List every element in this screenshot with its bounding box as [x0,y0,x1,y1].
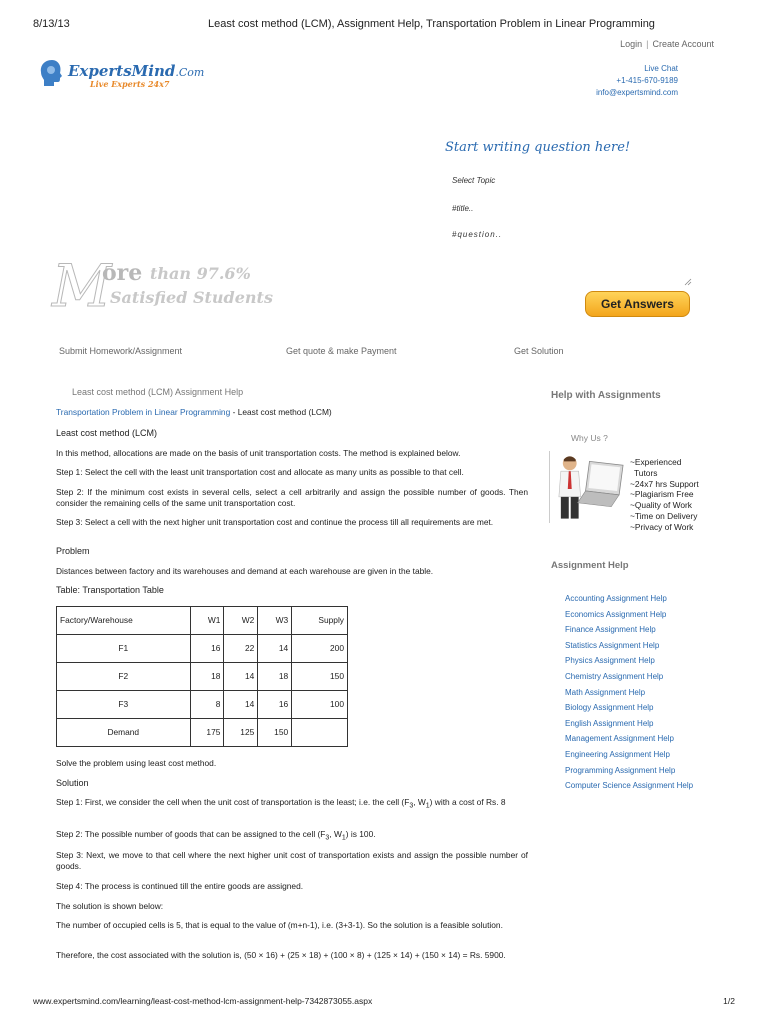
sol1-part-c: ) with a cost of Rs. 8 [429,797,506,807]
banner-big-letter: M [52,252,112,320]
article-link-line [56,407,528,418]
sol2-sub-f: 3 [325,834,330,842]
nav-get-quote[interactable]: Get quote & make Payment [286,346,397,356]
link-statistics[interactable]: Statistics Assignment Help [565,640,660,650]
link-physics[interactable]: Physics Assignment Help [565,656,655,666]
sol2-part-b: , W [329,829,342,839]
nav-submit-homework[interactable]: Submit Homework/Assignment [59,346,183,356]
sol1-part-a: Step 1: First, we consider the cell when the unit cost of transportation is the least; i.e. the cell (F [56,797,410,807]
print-page-number: 1/2 [723,996,735,1006]
logo-brand [68,62,204,80]
step-2-text: Step 2: If the minimum cost exists in several cells, select a cell arbitrarily and assign the possible number of goods. Then consider the remaining cells of the same unit transportation cost. [56,487,528,508]
print-header [33,18,735,32]
why-item: ~Privacy of Work [630,521,694,532]
logo-tagline: Live Experts 24x7 [90,79,170,89]
table-header-cell: W3 [258,607,292,635]
transportation-table [56,606,348,747]
nav-get-solution[interactable]: Get Solution [514,346,564,356]
table-cell: 16 [190,635,224,663]
solution-step-3: Step 3: Next, we move to that cell where the next higher unit cost of transportation exists and assign the possible number of goods. [56,850,528,871]
table-row [57,691,348,719]
sol2-part-a: Step 2: The possible number of goods that can be assigned to the cell (F [56,829,326,839]
resize-handle-icon[interactable] [684,278,692,286]
banner-percent: than 97.6% [150,264,251,283]
solution-step-4: Step 4: The process is continued till the entire goods are assigned. [56,881,304,891]
help-with-assignments-title: Help with Assignments [551,390,661,401]
table-cell: 125 [224,719,258,747]
sol2-sub-w: 1 [341,834,346,842]
account-links [620,39,714,49]
login-link[interactable]: Login [620,39,643,49]
why-us-list [630,457,699,533]
table-header-row [57,607,348,635]
tutor-laptop-image [549,451,627,523]
why-item: ~Quality of Work [630,500,692,511]
table-cell: 14 [258,635,292,663]
table-cell: 14 [224,663,258,691]
question-textarea[interactable]: #question.. [452,230,503,239]
head-logo-icon [38,58,66,88]
link-engineering[interactable]: Engineering Assignment Help [565,749,670,759]
sol1-sub-w: 1 [425,802,430,810]
table-caption: Table: Transportation Table [56,585,164,595]
link-computer-science[interactable]: Computer Science Assignment Help [565,781,694,791]
table-cell: 200 [292,635,348,663]
why-item: ~Plagiarism Free [630,489,694,500]
print-footer [33,996,735,1006]
breadcrumb: Least cost method (LCM) Assignment Help [72,387,244,397]
table-cell: F1 [57,635,191,663]
print-title: Least cost method (LCM), Assignment Help, Transportation Problem in Linear Programming [208,18,655,30]
table-row [57,719,348,747]
link-chemistry[interactable]: Chemistry Assignment Help [565,671,664,681]
solution-step-2 [56,829,528,844]
link-separator: | [646,39,649,49]
link-economics[interactable]: Economics Assignment Help [565,609,667,619]
table-row [57,635,348,663]
table-cell: 100 [292,691,348,719]
satisfaction-banner [52,252,292,320]
table-cell: 8 [190,691,224,719]
sol1-sub-f: 3 [409,802,414,810]
assignment-help-title: Assignment Help [551,560,629,571]
why-item: Tutors [634,467,658,478]
problem-heading: Problem [56,546,90,556]
problem-text: Distances between factory and its warehouses and demand at each warehouse are given in the table. [56,566,434,576]
solution-step-1 [56,797,528,812]
table-row [57,663,348,691]
logo-brand-name: ExpertsMind [68,62,176,80]
why-item: ~24x7 hrs Support [630,478,699,489]
solution-heading: Solution [56,778,89,788]
create-account-link[interactable]: Create Account [652,39,714,49]
table-header-cell: Factory/Warehouse [57,607,191,635]
site-logo[interactable] [38,58,208,94]
logo-com: .Com [175,66,205,79]
table-cell: 22 [224,635,258,663]
link-finance[interactable]: Finance Assignment Help [565,625,656,635]
table-header-cell: W2 [224,607,258,635]
sol1-part-b: , W [413,797,426,807]
article-heading: Least cost method (LCM) [56,428,158,438]
table-cell: Demand [57,719,191,747]
table-cell: F3 [57,691,191,719]
phone-number: +1-415-670-9189 [616,76,678,85]
table-cell: 18 [258,663,292,691]
step-1-text: Step 1: Select the cell with the least unit transportation cost and allocate as many units as possible to that cell. [56,467,464,477]
link-suffix: - Least cost method (LCM) [230,407,332,417]
link-math[interactable]: Math Assignment Help [565,687,646,697]
get-answers-button[interactable]: Get Answers [585,291,690,317]
link-english[interactable]: English Assignment Help [565,718,654,728]
sol2-part-c: ) is 100. [345,829,376,839]
link-management[interactable]: Management Assignment Help [565,734,674,744]
step-3-text: Step 3: Select a cell with the next higher unit transportation cost and continue the process till all requirements are met. [56,517,494,527]
table-cell: 175 [190,719,224,747]
why-item: ~Experienced [630,457,682,467]
title-input[interactable]: #title.. [452,204,474,213]
table-cell: 150 [292,663,348,691]
table-cell: 18 [190,663,224,691]
why-item: ~Time on Delivery [630,510,698,521]
transportation-problem-link[interactable]: Transportation Problem in Linear Programming [56,407,231,417]
table-cell: 14 [224,691,258,719]
link-programming[interactable]: Programming Assignment Help [565,765,676,775]
table-cell: F2 [57,663,191,691]
topic-select[interactable]: Select Topic [452,176,496,185]
solution-shown-below: The solution is shown below: [56,901,164,911]
solve-text: Solve the problem using least cost method. [56,758,217,768]
table-cell: 16 [258,691,292,719]
print-url: www.expertsmind.com/learning/least-cost-method-lcm-assignment-help-7342873055.aspx [33,996,373,1006]
banner-satisfied: Satisfied Students [110,288,273,307]
link-accounting[interactable]: Accounting Assignment Help [565,594,667,603]
assignment-help-links [565,591,693,794]
why-us-label: Why Us ? [571,433,608,443]
banner-ore: ore [102,260,143,286]
table-header-cell: Supply [292,607,348,635]
question-form-heading: Start writing question here! [445,140,631,155]
intro-paragraph: In this method, allocations are made on the basis of unit transportation costs. The method is explained below. [56,448,461,458]
total-cost-text: Therefore, the cost associated with the solution is, (50 × 16) + (25 × 18) + (100 × 8) + (125 × 14) + (150 × 14) = Rs. 5900. [56,950,506,960]
link-biology[interactable]: Biology Assignment Help [565,703,654,713]
occupied-cells-text: The number of occupied cells is 5, that is equal to the value of (m+n-1), i.e. (3+3-1). So the solution is a feasible solution. [56,920,503,930]
contact-info [596,63,678,99]
live-chat-link[interactable]: Live Chat [644,64,678,73]
table-cell [292,719,348,747]
table-cell: 150 [258,719,292,747]
table-header-cell: W1 [190,607,224,635]
print-date: 8/13/13 [33,18,70,30]
email-link[interactable]: info@expertsmind.com [596,88,678,97]
